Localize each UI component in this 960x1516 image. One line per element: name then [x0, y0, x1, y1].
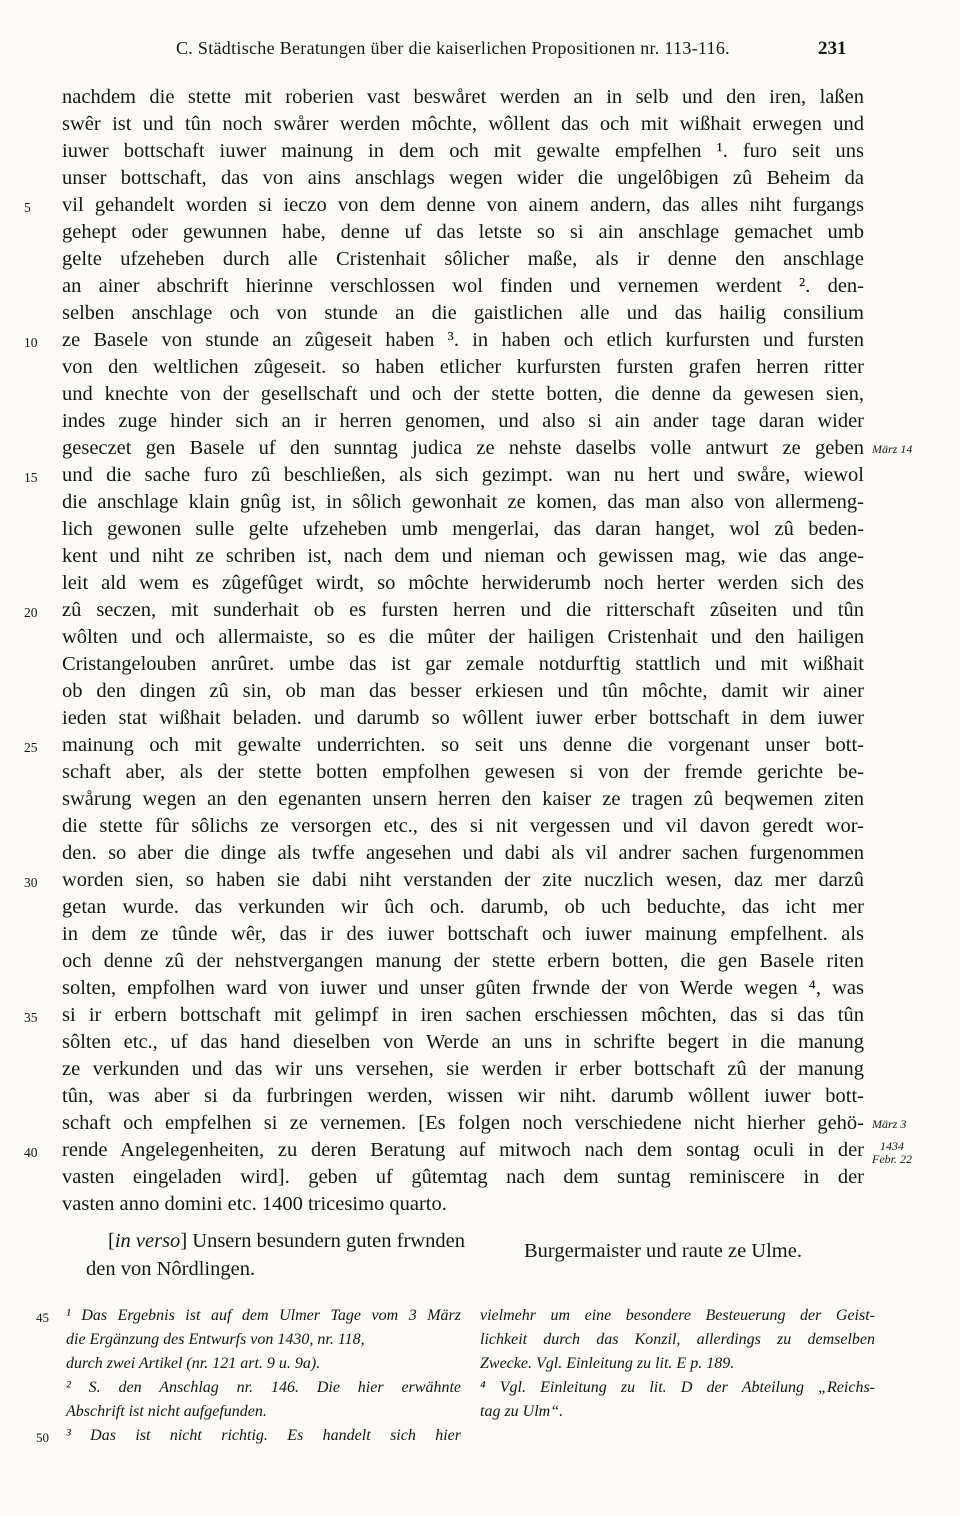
text-line: vil gehandelt worden si ieczo von dem denne von ainem andern, das alles niht furgangs: [62, 194, 864, 216]
footnote-line: Abschrift ist nicht aufgefunden.: [66, 1403, 267, 1420]
line-number: 35: [24, 1010, 38, 1025]
text-line: vasten eingeladen wird]. geben uf gûtemtag nach dem suntag reminiscere in der: [62, 1166, 864, 1188]
text-line: selben anschlage och von stunde an die gaistlichen alle und das hailig consilium: [62, 302, 864, 324]
text-line: vasten anno domini etc. 1400 tricesimo quarto.: [62, 1193, 447, 1215]
text-line: den. so aber die dinge als twffe angesehen und dabi als vil andrer sachen furgenommen: [62, 842, 864, 864]
running-header: C. Städtische Beratungen über die kaiserlichen Propositionen nr. 113-116.: [176, 38, 730, 58]
text-line: zû seczen, mit sunderhait ob es fursten herren und die ritterschaft zûseiten und tûn: [62, 599, 864, 621]
text-line: wôlten und och allermaiste, so es die mûter der hailigen Cristenhait und den hailigen: [62, 626, 864, 648]
text-line: nachdem die stette mit roberien vast beswåret werden an in selb und den iren, laßen: [62, 86, 864, 108]
margin-date: Febr. 22: [872, 1152, 912, 1166]
text-line: in dem ze tûnde wêr, das ir des iuwer bottschaft och iuwer mainung empfelhent. als: [62, 923, 864, 945]
footnote-line: ² S. den Anschlag nr. 146. Die hier erwähnte: [66, 1379, 461, 1396]
text-line: swêr ist und tûn noch swårer werden môchte, wôllent das och mit wißhait erwegen und: [62, 113, 864, 135]
line-number: 20: [24, 605, 38, 620]
text-line: worden sien, so haben sie dabi niht verstanden der zite nuczlich wesen, daz mer darzû: [62, 869, 864, 891]
text-line: ze verkunden und das wir uns versehen, sie werden ir erber bottschaft zû der manung: [62, 1058, 864, 1080]
text-line: und knechte von der gesellschaft und och der stette botten, die denne da gewesen sien,: [62, 383, 864, 405]
text-line: iuwer bottschaft iuwer mainung in dem och mit gewalte empfelhen ¹. furo seit uns: [62, 140, 864, 162]
text-line: sôlten etc., uf das hand dieselben von Werde an uns in schrifte begert in die manung: [62, 1031, 864, 1053]
text-line: unser bottschaft, das von ains anschlags wegen wider die ungelôbigen zû Beheim da: [62, 167, 864, 189]
verso-line: Unsern besundern guten frwnden: [187, 1230, 465, 1252]
footnote-line: ⁴ Vgl. Einleitung zu lit. D der Abteilung „Reichs-: [480, 1379, 875, 1396]
text-line: solten, empfolhen ward von iuwer und unser gûten frwnde der von Werde wegen ⁴, was: [62, 977, 864, 999]
text-line: leit ald wem es zûgefûget wirdt, so môchte herwiderumb noch herter werden sich des: [62, 572, 864, 594]
footnote-line: ³ Das ist nicht richtig. Es handelt sich hier: [66, 1427, 461, 1444]
text-line: lich gewonen sulle gelte ufzeheben umb mengerlai, das daran hanget, wol zû beden-: [62, 518, 864, 540]
margin-date-note: [872, 1140, 912, 1166]
margin-year: 1434: [880, 1139, 904, 1153]
text-line: gelte ufzeheben durch alle Cristenhait sôlicher maße, als ir denne den anschlage: [62, 248, 864, 270]
line-number: 30: [24, 875, 38, 890]
footnote-line: ¹ Das Ergebnis ist auf dem Ulmer Tage vom 3 März: [66, 1307, 461, 1324]
verso-label: in verso: [114, 1230, 181, 1252]
verso-address: [in verso] Unsern besundern guten frwnden: [108, 1230, 465, 1252]
line-number: 15: [24, 470, 38, 485]
margin-date-note: März 14: [872, 442, 913, 456]
margin-date-note: März 3: [872, 1117, 907, 1131]
line-number: 40: [24, 1145, 38, 1160]
text-line: gehept oder gewunnen habe, denne uf das letste so si ain anschlage gemachet umb: [62, 221, 864, 243]
signature: Burgermaister und raute ze Ulme.: [524, 1240, 802, 1262]
text-line: si ir erbern bottschaft mit gelimpf in iren sachen erschiessen môchten, das si das tûn: [62, 1004, 864, 1026]
text-line: swårung wegen an den egenanten unsern herren den kaiser ze tragen zû beqwemen ziten: [62, 788, 864, 810]
footnotes-right-column: [480, 1304, 875, 1424]
footnotes-left-column: [66, 1304, 461, 1448]
footnote-line: tag zu Ulm“.: [480, 1403, 564, 1420]
text-line: von den weltlichen zûgeseit. so haben etlicher kurfursten fursten grafen herren ritter: [62, 356, 864, 378]
text-line: mainung och mit gewalte underrichten. so seit uns denne die vorgenant unser bott-: [62, 734, 864, 756]
line-number: 10: [24, 335, 38, 350]
text-line: an ainer abschrift hierinne verschlossen wol finden und vernemen werdent ². den-: [62, 275, 864, 297]
line-number: 5: [24, 200, 31, 215]
text-line: und die sache furo zû beschließen, als sich gezimpt. wan nu hert und swåre, wiewol: [62, 464, 864, 486]
text-line: rende Angelegenheiten, zu deren Beratung auf mitwoch nach dem sontag oculi in der: [62, 1139, 864, 1161]
text-line: Cristangelouben anrûret. umbe das ist gar zemale notdurftig stattlich und mit wißhait: [62, 653, 864, 675]
text-line: schaft och empfelhen si ze vernemen. [Es folgen noch verschiedene nicht hierher gehö-: [62, 1112, 864, 1134]
line-number: 25: [24, 740, 38, 755]
footnote-line: vielmehr um eine besondere Besteuerung der Geist-: [480, 1307, 875, 1324]
text-line: och denne zû der nehstvergangen manung der stette erbern botten, die gen Basele riten: [62, 950, 864, 972]
text-line: die anschlage klain gnûg ist, in sôlich gewonhait ze komen, das man also von allermeng-: [62, 491, 864, 513]
text-line: ob den dingen zû sin, ob man das besser erkiesen und tûn môchte, damit wir ainer: [62, 680, 864, 702]
footnote-line-number: 50: [36, 1430, 49, 1445]
text-line: ze Basele von stunde an zûgeseit haben ³. in haben och etlich kurfursten und fursten: [62, 329, 864, 351]
text-line: tûn, was aber si da furbringen werden, wissen wir niht. darumb wôllent iuwer bott-: [62, 1085, 864, 1107]
page-number: 231: [818, 38, 847, 59]
text-line: getan wurde. das verkunden wir ûch och. darumb, ob uch beduchte, das icht mer: [62, 896, 864, 918]
text-line: indes zuge hinder sich an ir herren genomen, und also si ain ander tage daran wider: [62, 410, 864, 432]
text-line: ieden stat wißhait beladen. und darumb so wôllent iuwer erber bottschaft in dem iuwer: [62, 707, 864, 729]
text-line: schaft aber, als der stette botten empfolhen gewesen si von der fremde gerichte be-: [62, 761, 864, 783]
footnote-line: die Ergänzung des Entwurfs von 1430, nr. 118,: [66, 1331, 365, 1348]
verso-address-line2: den von Nôrdlingen.: [86, 1258, 256, 1280]
footnote-line-number: 45: [36, 1310, 49, 1325]
text-line: kent und niht ze schriben ist, nach dem und nieman och gewissen mag, wie das ange-: [62, 545, 864, 567]
footnote-line: Zwecke. Vgl. Einleitung zu lit. E p. 189.: [480, 1355, 735, 1372]
footnote-line: durch zwei Artikel (nr. 121 art. 9 u. 9a).: [66, 1355, 321, 1372]
text-line: geseczet gen Basele uf den sunntag judica ze nehste daselbs volle antwurt ze geben: [62, 437, 864, 459]
footnote-line: lichkeit durch das Konzil, allerdings zu demselben: [480, 1331, 875, 1348]
text-line: die stette fûr sôlichs ze versorgen etc., des si nit vergessen und vil davon geredt wor-: [62, 815, 864, 837]
